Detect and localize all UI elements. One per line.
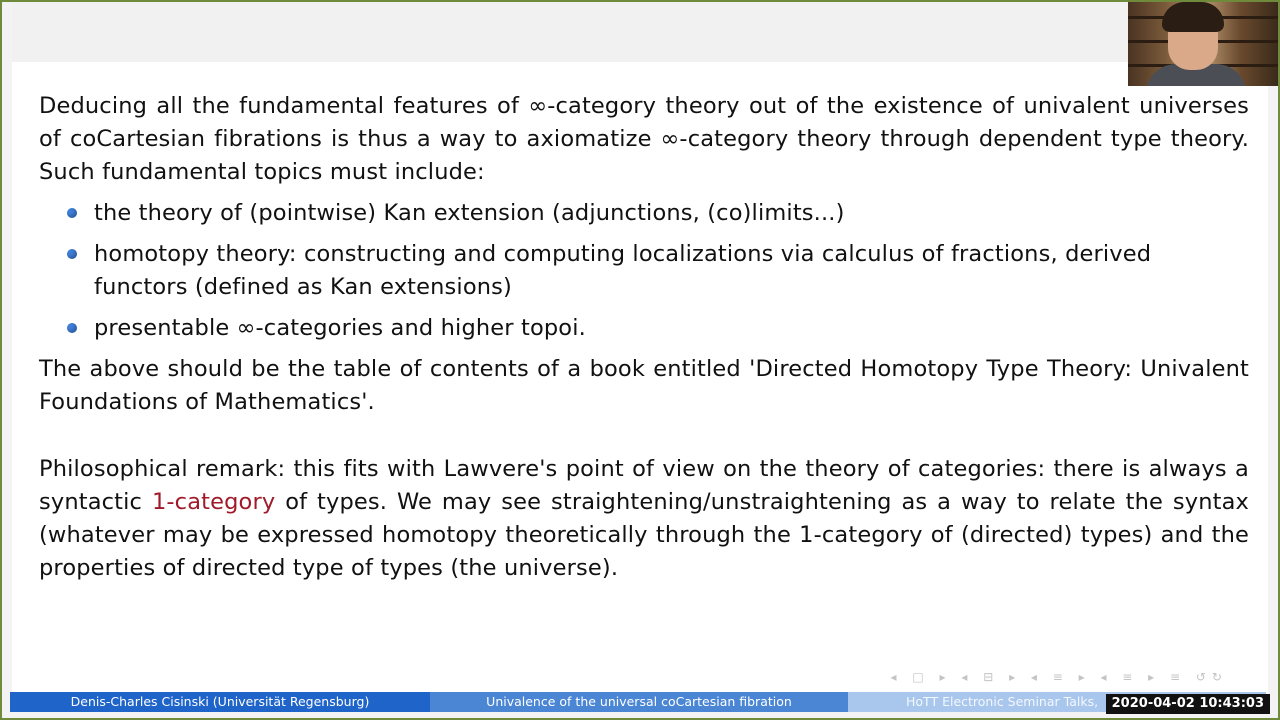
remark-text-start: Philosophical remark: this fits with Lawvere's point of view on the theory of categories: there is always a syntactic xyxy=(39,456,1249,515)
list-item-text: homotopy theory: constructing and computing localizations via calculus of fractions, derived functors (defined as Kan extensions) xyxy=(94,241,1152,300)
footer-author: Denis-Charles Cisinski (Universität Regensburg) xyxy=(10,692,430,712)
paragraph-gap xyxy=(39,419,1249,453)
remark-paragraph xyxy=(39,453,1249,585)
slide-content xyxy=(39,90,1249,585)
highlighted-term: 1-category xyxy=(151,489,276,515)
list-item xyxy=(94,312,1249,345)
footer-event: HoTT Electronic Seminar Talks, xyxy=(848,692,1266,712)
book-note-paragraph: The above should be the table of contents of a book entitled 'Directed Homotopy Type Theory: Univalent Foundations of Mathematics'. xyxy=(39,356,1249,415)
bullet-icon xyxy=(67,323,77,333)
list-item xyxy=(94,197,1249,230)
beamer-navigation-icons[interactable]: ◂ □ ▸ ◂ ⊟ ▸ ◂ ≡ ▸ ◂ ≡ ▸ ≡ ↺↻ xyxy=(890,670,1228,684)
footer-talk-title: Univalence of the universal coCartesian fibration xyxy=(430,692,848,712)
webcam-feed xyxy=(1128,2,1278,86)
recording-timestamp: 2020-04-02 10:43:03 xyxy=(1106,694,1270,714)
list-item-text: presentable ∞-categories and higher topoi. xyxy=(94,315,586,341)
slide-footer xyxy=(10,692,1266,712)
topic-list xyxy=(39,197,1249,345)
intro-paragraph: Deducing all the fundamental features of ∞-category theory out of the existence of univalent universes of coCartesian fibrations is thus a way to axiomatize ∞-category theory through dependent type theory. Such fundamental topics must include: xyxy=(39,93,1249,185)
remark-text-end: of types. We may see straightening/unstraightening as a way to relate the syntax (whatever may be expressed homotopy theoretically through the 1-category of (directed) types) and the properties of directed type of types (the universe). xyxy=(39,489,1249,581)
bullet-icon xyxy=(67,208,77,218)
bullet-icon xyxy=(67,249,77,259)
list-item-text: the theory of (pointwise) Kan extension (adjunctions, (co)limits...) xyxy=(94,200,845,226)
slide-header-area xyxy=(12,2,1268,62)
list-item xyxy=(94,238,1249,304)
presenter-hair xyxy=(1162,2,1224,32)
presentation-window xyxy=(2,2,1278,718)
